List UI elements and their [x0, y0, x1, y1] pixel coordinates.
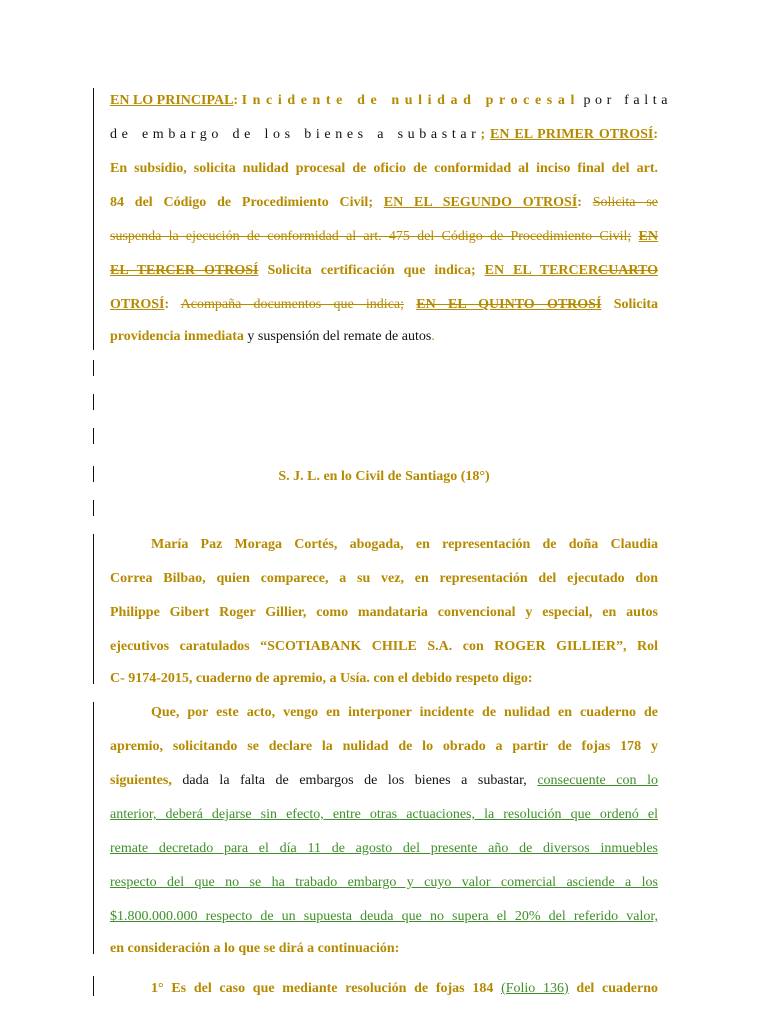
para1-line: ejecutivos caratulados “SCOTIABANK CHILE S.A. con ROGER GILLIER”, Rol — [110, 639, 658, 654]
heading-primer-otrosi: EN EL PRIMER OTROSÍ — [490, 127, 654, 142]
deleted-heading: EN EL QUINTO OTROSÍ — [416, 297, 602, 312]
inserted-text: $1.800.000.000 respecto de un supuesta deuda que no supera el 20% del referido valor, — [110, 909, 658, 924]
heading-line-5 — [110, 228, 658, 245]
inserted-text: consecuente con lo — [537, 773, 658, 788]
heading-line-3: En subsidio, solicita nulidad procesal de oficio de conformidad al inciso final del art. — [110, 161, 658, 176]
court-addressee: S. J. L. en lo Civil de Santiago (18°) — [278, 469, 490, 484]
para1-line: C- 9174-2015, cuaderno de apremio, a Usía. con el debido respeto digo: — [110, 671, 533, 686]
change-bar — [93, 702, 94, 954]
change-bar — [93, 394, 94, 410]
inserted-text: respecto del que no se ha trabado embargo y cuyo valor comercial asciende a los — [110, 875, 658, 890]
deleted-heading: EL TERCER OTROSÍ — [110, 263, 259, 278]
heading-line-4: 84 del Código de Procedimiento Civil; EN EL SEGUNDO OTROSÍ: Solicita se — [110, 195, 658, 210]
change-bar — [93, 534, 94, 684]
heading-line-6: EL TERCER OTROSÍ Solicita certificación que indica; EN EL TERCERCUARTO — [110, 263, 659, 278]
para2-line: apremio, solicitando se declare la nulidad de lo obrado a partir de fojas 178 y — [110, 739, 658, 754]
para2-line: Que, por este acto, vengo en interponer incidente de nulidad en cuaderno de — [151, 705, 658, 720]
deleted-text: Acompaña documentos que indica; — [180, 297, 405, 312]
change-bar — [93, 88, 94, 350]
para1-line: Philippe Gibert Roger Gillier, como mandataria convencional y especial, en autos — [110, 605, 658, 620]
heading-incidente: Incidente de nulidad procesal — [241, 93, 580, 108]
para1-line: Correa Bilbao, quien comparece, a su vez, en representación del ejecutado don — [110, 571, 658, 586]
inserted-text: anterior, deberá dejarse sin efecto, entre otras actuaciones, la resolución que ordenó el — [110, 807, 658, 822]
heading-line-8: providencia inmediata y suspensión del remate de autos. — [110, 329, 435, 344]
heading-line-2: de embargo de los bienes a subastar; EN EL PRIMER OTROSÍ: — [110, 127, 658, 142]
deleted-text: Solicita se — [592, 195, 658, 210]
change-bar — [93, 466, 94, 482]
change-bar — [93, 428, 94, 444]
heading-tercer-otrosi: EN EL TERCERCUARTO — [484, 263, 659, 278]
deleted-text: suspenda la ejecución de conformidad al art. 475 del Código de Procedimiento Civil; — [110, 229, 632, 244]
heading-line-1: EN LO PRINCIPAL: Incidente de nulidad procesal por falta — [110, 93, 673, 108]
para3-line: 1° Es del caso que mediante resolución de fojas 184 (Folio 136) del cuaderno — [151, 981, 659, 996]
para1-line: María Paz Moraga Cortés, abogada, en representación de doña Claudia — [151, 537, 658, 552]
heading-principal: EN LO PRINCIPAL — [110, 93, 234, 108]
heading-line-7: OTROSÍ: Acompaña documentos que indica; EN EL QUINTO OTROSÍ Solicita — [110, 297, 659, 312]
para2-line: siguientes, dada la falta de embargos de los bienes a subastar, consecuente con lo — [110, 773, 658, 788]
para2-line: en consideración a lo que se dirá a continuación: — [110, 941, 400, 956]
inserted-text: remate decretado para el día 11 de agosto del presente año de diversos inmuebles — [110, 841, 658, 856]
change-bar — [93, 360, 94, 376]
heading-segundo-otrosi: EN EL SEGUNDO OTROSÍ — [383, 195, 578, 210]
deleted-heading: EN — [638, 229, 658, 244]
change-bar — [93, 500, 94, 516]
change-bar — [93, 976, 94, 996]
folio-reference: (Folio 136) — [501, 981, 569, 996]
